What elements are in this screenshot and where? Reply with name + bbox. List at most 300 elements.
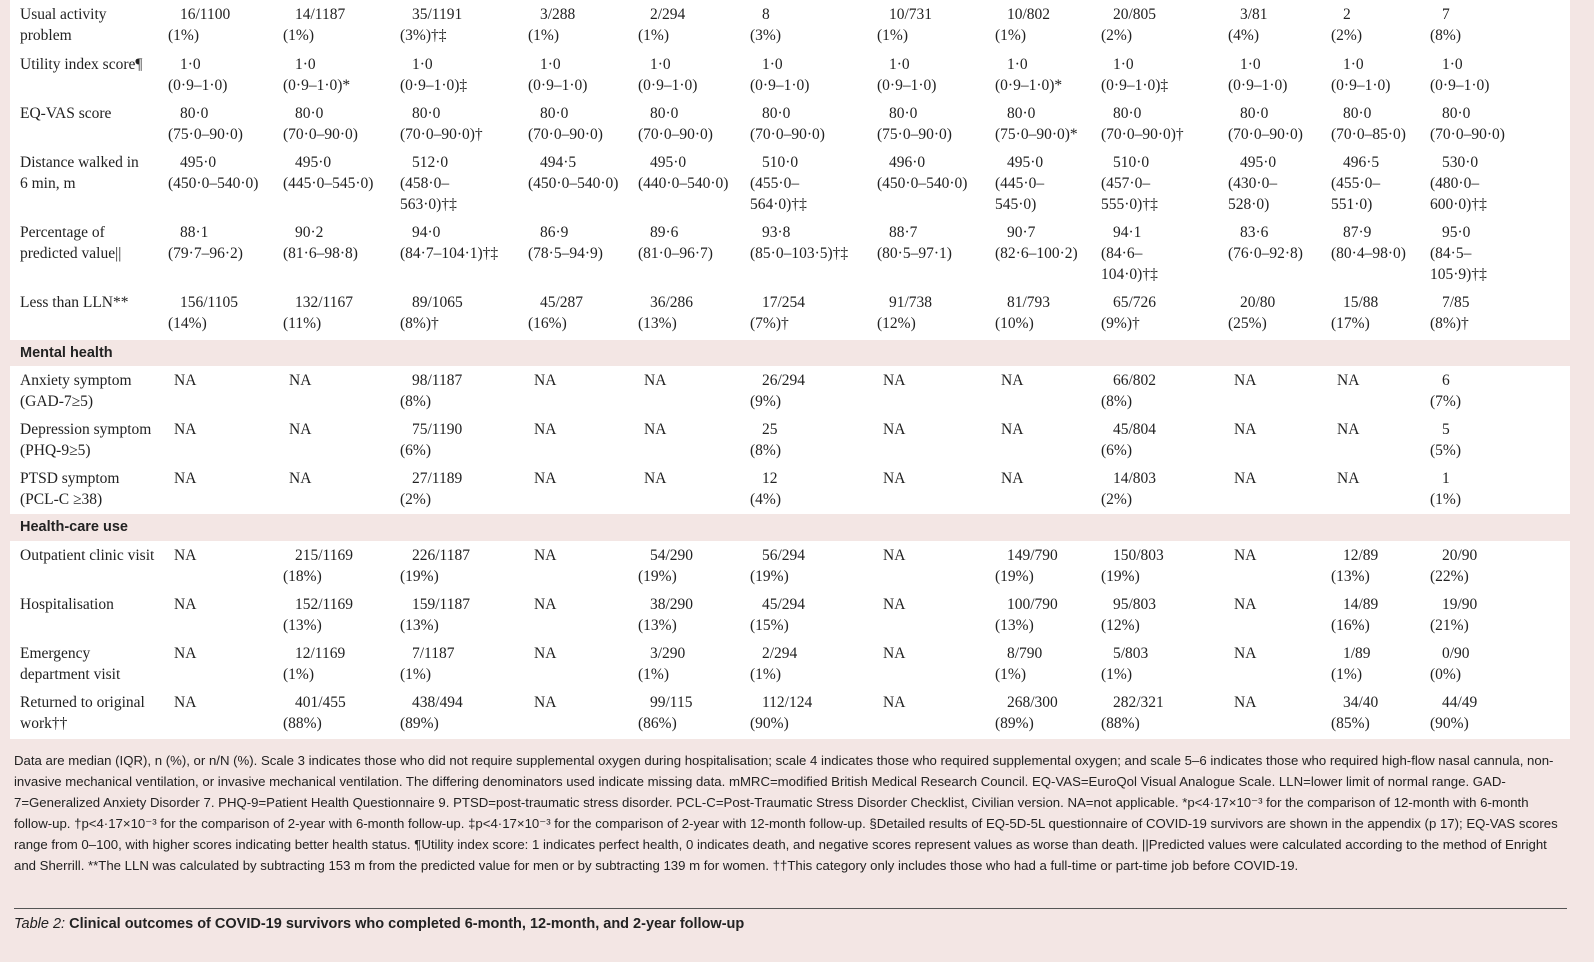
table-cell — [1228, 103, 1303, 145]
cell-line: NA — [1234, 470, 1257, 487]
cell-line: (81·0–96·7) — [638, 245, 713, 262]
cell-line: 3/81 — [1240, 6, 1268, 23]
cell-line: 44/49 — [1442, 694, 1478, 711]
table-cell — [750, 692, 812, 734]
cell-line: 87·9 — [1343, 224, 1372, 241]
cell-line: 19/90 — [1442, 596, 1478, 613]
cell-line: 75/1190 — [412, 421, 463, 438]
table-cell — [400, 103, 483, 145]
cell-line: (430·0– — [1228, 175, 1278, 192]
table-cell — [283, 54, 350, 96]
table-cell — [400, 152, 457, 215]
cell-line: 14/1187 — [295, 6, 346, 23]
table-cell — [750, 54, 809, 96]
cell-line: (86%) — [638, 715, 677, 732]
table-cell — [1331, 222, 1406, 264]
cell-line: 80·0 — [1113, 105, 1142, 122]
cell-line: 551·0) — [1331, 196, 1373, 213]
cell-line: NA — [534, 372, 557, 389]
table-cell — [1430, 419, 1461, 461]
cell-line: 1·0 — [1007, 56, 1028, 73]
cell-line: NA — [883, 470, 906, 487]
cell-line: 14/803 — [1113, 470, 1157, 487]
table-cell — [750, 370, 805, 412]
table-cell — [750, 643, 797, 685]
cell-line: (4%) — [750, 491, 781, 508]
cell-line: 45/287 — [540, 294, 584, 311]
row-label-line: Depression symptom — [20, 421, 152, 438]
table-cell — [1101, 54, 1168, 96]
cell-line: NA — [534, 694, 557, 711]
table-cell — [528, 419, 556, 440]
table-cell — [638, 370, 666, 391]
row-label-line: Less than LLN** — [20, 294, 129, 311]
table-cell — [1331, 4, 1362, 46]
cell-line: 496·0 — [889, 154, 926, 171]
caption-text: Clinical outcomes of COVID-19 survivors who completed 6-month, 12-month, and 2-year follow-up — [65, 916, 745, 932]
cell-line: 495·0 — [1240, 154, 1277, 171]
cell-line: NA — [1337, 372, 1360, 389]
table-cell — [638, 419, 666, 440]
table-cell — [528, 545, 556, 566]
cell-line: (0·9–1·0) — [638, 77, 698, 94]
table-row — [10, 99, 1570, 148]
table-row — [10, 541, 1570, 590]
cell-line: (0%) — [1430, 666, 1461, 683]
table-cell — [638, 4, 685, 46]
cell-line: 38/290 — [650, 596, 694, 613]
cell-line: (1%) — [283, 666, 314, 683]
cell-line: (1%) — [1430, 491, 1461, 508]
cell-line: 5/803 — [1113, 645, 1149, 662]
cell-line: (17%) — [1331, 315, 1370, 332]
cell-line: (5%) — [1430, 442, 1461, 459]
cell-line: 150/803 — [1113, 547, 1164, 564]
cell-line: 1·0 — [650, 56, 671, 73]
caption-divider — [14, 908, 1567, 909]
table-cell — [1101, 4, 1156, 46]
cell-line: 545·0) — [995, 196, 1037, 213]
cell-line: NA — [174, 645, 197, 662]
cell-line: (85%) — [1331, 715, 1370, 732]
cell-line: 26/294 — [762, 372, 806, 389]
cell-line: 1/89 — [1343, 645, 1371, 662]
cell-line: NA — [534, 421, 557, 438]
cell-line: 54/290 — [650, 547, 694, 564]
table-cell — [638, 643, 685, 685]
table-cell — [877, 643, 905, 664]
cell-line: 438/494 — [412, 694, 463, 711]
cell-line: (445·0– — [995, 175, 1045, 192]
cell-line: 555·0)†‡ — [1101, 196, 1158, 213]
row-label — [20, 545, 154, 566]
table-cell — [995, 152, 1044, 215]
cell-line: NA — [644, 372, 667, 389]
cell-line: (88%) — [283, 715, 322, 732]
table-row — [10, 639, 1570, 688]
cell-line: NA — [1001, 372, 1024, 389]
cell-line: (0·9–1·0) — [877, 77, 937, 94]
cell-line: (11%) — [283, 315, 322, 332]
table-cell — [283, 692, 346, 734]
table-cell — [400, 545, 470, 587]
table-cell — [995, 594, 1058, 636]
row-label-line: Utility index score¶ — [20, 56, 143, 73]
table-row — [10, 148, 1570, 218]
cell-line: 528·0) — [1228, 196, 1270, 213]
cell-line: (1%) — [528, 27, 559, 44]
cell-line: (75·0–90·0) — [877, 126, 952, 143]
cell-line: 14/89 — [1343, 596, 1379, 613]
cell-line: 20/90 — [1442, 547, 1478, 564]
caption-prefix: Table 2: — [14, 916, 66, 932]
cell-line: 81/793 — [1007, 294, 1051, 311]
table-row — [10, 0, 1570, 50]
table-cell — [283, 4, 345, 46]
cell-line: 17/254 — [762, 294, 806, 311]
cell-line: NA — [289, 470, 312, 487]
row-label-line: Outpatient clinic visit — [20, 547, 155, 564]
cell-line: 1·0 — [1343, 56, 1364, 73]
table-cell — [877, 292, 932, 334]
cell-line: 510·0 — [762, 154, 799, 171]
cell-line: NA — [534, 547, 557, 564]
cell-line: 80·0 — [1343, 105, 1372, 122]
table-cell — [1331, 54, 1390, 96]
cell-line: 80·0 — [1442, 105, 1471, 122]
table-cell — [1228, 54, 1287, 96]
table-cell — [1430, 545, 1477, 587]
table-cell — [995, 292, 1050, 334]
row-label-line: department visit — [20, 666, 121, 683]
table-cell — [1331, 468, 1359, 489]
cell-line: 86·9 — [540, 224, 569, 241]
table-cell — [1430, 222, 1487, 285]
table-cell — [1101, 692, 1164, 734]
cell-line: (8%) — [1101, 393, 1132, 410]
cell-line: (0·9–1·0)‡ — [400, 77, 468, 94]
cell-line: NA — [174, 694, 197, 711]
table-cell — [168, 152, 258, 194]
table-row — [10, 288, 1570, 340]
cell-line: (8%)† — [400, 315, 439, 332]
table-cell — [1228, 222, 1303, 264]
cell-line: 8 — [762, 6, 770, 23]
table-cell — [1101, 468, 1156, 510]
table-cell — [1101, 643, 1148, 685]
cell-line: (457·0– — [1101, 175, 1151, 192]
cell-line: NA — [644, 421, 667, 438]
row-label — [20, 468, 119, 510]
cell-line: 2/294 — [650, 6, 686, 23]
table-cell — [750, 468, 781, 510]
table-cell — [528, 692, 556, 713]
cell-line: 2 — [1343, 6, 1351, 23]
cell-line: NA — [1234, 547, 1257, 564]
table-cell — [877, 54, 936, 96]
cell-line: 401/455 — [295, 694, 346, 711]
table-cell — [877, 468, 905, 489]
cell-line: (70·0–90·0) — [750, 126, 825, 143]
cell-line: 152/1169 — [295, 596, 353, 613]
cell-line: (8%) — [400, 393, 431, 410]
cell-line: 20/805 — [1113, 6, 1157, 23]
cell-line: (450·0–540·0) — [168, 175, 259, 192]
table-row — [10, 218, 1570, 288]
table-cell — [1430, 4, 1461, 46]
table-cell — [400, 370, 462, 412]
table-cell — [1101, 545, 1164, 587]
table-cell — [1228, 4, 1268, 46]
table-cell — [877, 152, 967, 194]
cell-line: (0·9–1·0) — [1430, 77, 1490, 94]
table-cell — [638, 222, 713, 264]
table-cell — [877, 419, 905, 440]
row-label-line: Returned to original — [20, 694, 145, 711]
table-cell — [995, 54, 1062, 96]
table-cell — [995, 4, 1050, 46]
table-cell — [1331, 370, 1359, 391]
cell-line: (1%) — [1331, 666, 1362, 683]
table-cell — [1101, 419, 1156, 461]
cell-line: 94·1 — [1113, 224, 1142, 241]
cell-line: NA — [1234, 372, 1257, 389]
table-cell — [1228, 643, 1256, 664]
cell-line: 495·0 — [180, 154, 217, 171]
cell-line: (2%) — [400, 491, 431, 508]
table-cell — [1430, 292, 1470, 334]
cell-line: NA — [1001, 470, 1024, 487]
table-cell — [1430, 643, 1470, 685]
cell-line: 12/89 — [1343, 547, 1379, 564]
cell-line: (80·4–98·0) — [1331, 245, 1406, 262]
table-cell — [995, 419, 1023, 440]
cell-line: 496·5 — [1343, 154, 1380, 171]
cell-line: (458·0– — [400, 175, 450, 192]
table-cell — [995, 370, 1023, 391]
cell-line: 88·7 — [889, 224, 918, 241]
table-cell — [750, 152, 807, 215]
cell-line: NA — [1234, 421, 1257, 438]
table-cell — [400, 594, 470, 636]
table-row — [10, 590, 1570, 639]
cell-line: 1·0 — [295, 56, 316, 73]
cell-line: NA — [883, 596, 906, 613]
cell-line: 159/1187 — [412, 596, 470, 613]
cell-line: (7%) — [1430, 393, 1461, 410]
table-cell — [750, 222, 848, 264]
cell-line: NA — [883, 547, 906, 564]
cell-line: 3/288 — [540, 6, 576, 23]
cell-line: NA — [883, 421, 906, 438]
row-label-line: Percentage of — [20, 224, 105, 241]
cell-line: (10%) — [995, 315, 1034, 332]
cell-line: (21%) — [1430, 617, 1469, 634]
table-cell — [528, 594, 556, 615]
cell-line: (480·0– — [1430, 175, 1480, 192]
cell-line: (22%) — [1430, 568, 1469, 585]
cell-line: 282/321 — [1113, 694, 1164, 711]
cell-line: (85·0–103·5)†‡ — [750, 245, 849, 262]
cell-line: 94·0 — [412, 224, 441, 241]
table-cell — [995, 692, 1058, 734]
cell-line: (0·9–1·0) — [528, 77, 588, 94]
table-cell — [638, 594, 693, 636]
row-label — [20, 152, 139, 194]
cell-line: NA — [174, 547, 197, 564]
cell-line: 89/1065 — [412, 294, 463, 311]
table-cell — [528, 54, 587, 96]
cell-line: 1·0 — [412, 56, 433, 73]
cell-line: 65/726 — [1113, 294, 1157, 311]
cell-line: 494·5 — [540, 154, 577, 171]
cell-line: 27/1189 — [412, 470, 463, 487]
cell-line: (70·0–90·0) — [283, 126, 358, 143]
table-cell — [283, 103, 358, 145]
table-cell — [1430, 152, 1487, 215]
cell-line: (1%) — [995, 27, 1026, 44]
cell-line: 495·0 — [650, 154, 687, 171]
cell-line: 1·0 — [540, 56, 561, 73]
cell-line: (0·9–1·0) — [1331, 77, 1391, 94]
cell-line: 0/90 — [1442, 645, 1470, 662]
table-cell — [400, 54, 467, 96]
table-cell — [168, 103, 243, 145]
cell-line: 25 — [762, 421, 778, 438]
table-cell — [1331, 419, 1359, 440]
table-cell — [400, 692, 463, 734]
cell-line: (84·6– — [1101, 245, 1143, 262]
table-row — [10, 688, 1570, 738]
table-cell — [750, 292, 805, 334]
row-label-line: work†† — [20, 715, 68, 732]
table-cell — [400, 468, 462, 510]
row-label — [20, 54, 142, 75]
cell-line: (76·0–92·8) — [1228, 245, 1303, 262]
table-cell — [168, 692, 196, 713]
table-cell — [877, 692, 905, 713]
cell-line: (79·7–96·2) — [168, 245, 243, 262]
cell-line: 1·0 — [180, 56, 201, 73]
table-cell — [877, 103, 952, 145]
cell-line: 98/1187 — [412, 372, 463, 389]
table-cell — [1331, 594, 1378, 636]
table-cell — [1101, 152, 1158, 215]
cell-line: (70·0–90·0) — [1430, 126, 1505, 143]
cell-line: 156/1105 — [180, 294, 238, 311]
cell-line: (1%) — [638, 666, 669, 683]
table-cell — [877, 370, 905, 391]
row-label-line: Usual activity — [20, 6, 107, 23]
cell-line: (75·0–90·0) — [168, 126, 243, 143]
cell-line: (2%) — [1331, 27, 1362, 44]
row-label — [20, 692, 145, 734]
cell-line: NA — [1234, 645, 1257, 662]
cell-line: (9%) — [750, 393, 781, 410]
cell-line: 88·1 — [180, 224, 209, 241]
cell-line: 20/80 — [1240, 294, 1276, 311]
cell-line: (1%) — [877, 27, 908, 44]
table-cell — [750, 545, 805, 587]
cell-line: (0·9–1·0)‡ — [1101, 77, 1169, 94]
table-cell — [638, 54, 697, 96]
table-cell — [1228, 292, 1275, 334]
cell-line: (0·9–1·0) — [168, 77, 228, 94]
table-cell — [877, 4, 932, 46]
table-cell — [283, 545, 353, 587]
cell-line: (84·7–104·1)†‡ — [400, 245, 499, 262]
table-cell — [995, 468, 1023, 489]
cell-line: NA — [1234, 596, 1257, 613]
cell-line: 6 — [1442, 372, 1450, 389]
table-cell — [995, 103, 1078, 145]
section-header — [10, 514, 1570, 541]
cell-line: (2%) — [1101, 491, 1132, 508]
cell-line: (88%) — [1101, 715, 1140, 732]
table-footnote: Data are median (IQR), n (%), or n/N (%). Scale 3 indicates those who did not require supplemental oxygen during hospitalisation; scale 4 indicates those who required supplemental oxygen; and scale 5–6 indicates those who required high-flow nasal cannula, non-invasive mechanical ventilation, or invasive mechanical ventilation. The differing denominators used indicate missing data. mMRC=modified British Medical Research Council. EQ-VAS=EuroQol Visual Analogue Scale. LLN=lower limit of normal range. GAD-7=Generalized Anxiety Disorder 7. PHQ-9=Patient Health Questionnaire 9. PTSD=post-traumatic stress disorder. PCL-C=Post-Traumatic Stress Disorder Checklist, Civilian version. NA=not applicable. *p<4·17×10⁻³ for the comparison of 12-month with 6-month follow-up. †p<4·17×10⁻³ for the comparison of 2-year with 6-month follow-up. ‡p<4·17×10⁻³ for the comparison of 2-year with 12-month follow-up. §Detailed results of EQ-5D-5L questionnaire of COVID-19 survivors are shown in the appendix (p 17); EQ-VAS scores range from 0–100, with higher scores indicating better health status. ¶Utility index score: 1 indicates perfect health, 0 indicates death, and negative scores represent values as worse than death. ||Predicted values were calculated according to the method of Enright and Sherrill. **The LLN was calculated by subtracting 153 m from the predicted value for men or by subtracting 139 m for women. ††This category only includes those who had a full-time or part-time job before COVID-19. — [14, 753, 1558, 873]
cell-line: 80·0 — [650, 105, 679, 122]
cell-line: 226/1187 — [412, 547, 470, 564]
cell-line: (78·5–94·9) — [528, 245, 603, 262]
cell-line: (7%)† — [750, 315, 789, 332]
cell-line: (1%) — [638, 27, 669, 44]
cell-line: 2/294 — [762, 645, 798, 662]
table-cell — [1228, 545, 1256, 566]
table-cell — [1430, 594, 1477, 636]
cell-line: NA — [883, 645, 906, 662]
cell-line: (19%) — [750, 568, 789, 585]
table-cell — [168, 292, 238, 334]
cell-line: 495·0 — [1007, 154, 1044, 171]
cell-line: NA — [534, 596, 557, 613]
cell-line: 1·0 — [889, 56, 910, 73]
cell-line: (13%) — [638, 617, 677, 634]
cell-line: 90·2 — [295, 224, 324, 241]
table-cell — [1430, 468, 1461, 510]
cell-line: 530·0 — [1442, 154, 1479, 171]
table-cell — [528, 292, 583, 334]
cell-line: 112/124 — [762, 694, 813, 711]
cell-line: 80·0 — [1240, 105, 1269, 122]
row-label — [20, 103, 111, 124]
row-label-line: Anxiety symptom — [20, 372, 132, 389]
cell-line: 100/790 — [1007, 596, 1058, 613]
cell-line: 90·7 — [1007, 224, 1036, 241]
table-cell — [528, 370, 556, 391]
cell-line: (1%) — [995, 666, 1026, 683]
cell-line: (19%) — [995, 568, 1034, 585]
table-cell — [995, 643, 1042, 685]
cell-line: 10/802 — [1007, 6, 1051, 23]
table-cell — [638, 692, 692, 734]
table-cell — [400, 292, 463, 334]
table-cell — [168, 54, 227, 96]
cell-line: 95·0 — [1442, 224, 1471, 241]
cell-line: 563·0)†‡ — [400, 196, 457, 213]
table-cell — [750, 419, 781, 461]
cell-line: 7/85 — [1442, 294, 1470, 311]
table-cell — [1228, 594, 1256, 615]
table-cell — [400, 222, 498, 264]
cell-line: (445·0–545·0) — [283, 175, 374, 192]
table-cell — [400, 419, 462, 461]
cell-line: 80·0 — [762, 105, 791, 122]
cell-line: 12 — [762, 470, 778, 487]
cell-line: (25%) — [1228, 315, 1267, 332]
cell-line: (0·9–1·0)* — [283, 77, 351, 94]
table-cell — [1101, 103, 1184, 145]
cell-line: (70·0–90·0)† — [1101, 126, 1184, 143]
